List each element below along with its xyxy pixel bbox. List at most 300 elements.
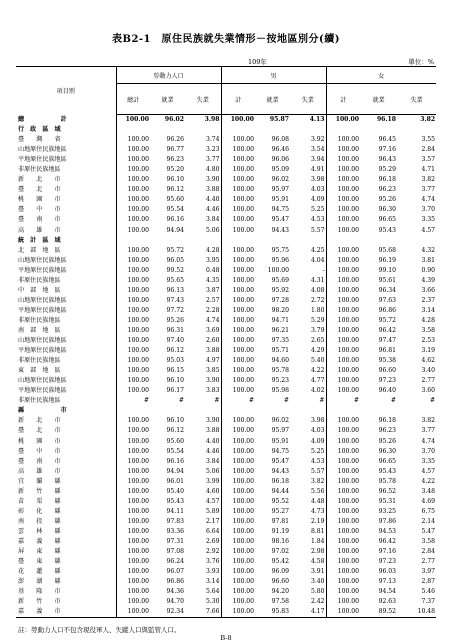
table-cell: 3.90 <box>205 377 220 385</box>
row-label: 臺 北 市 <box>18 427 61 435</box>
table-cell: 96.17 <box>166 387 184 395</box>
table-cell <box>360 125 397 135</box>
table-cell: 96.15 <box>166 367 184 375</box>
row-label: 屏 東 縣 <box>18 548 61 556</box>
table-cell: 96.81 <box>378 347 397 355</box>
footnote: 註：勞動力人口不包含現役軍人、失蹤人口與監管人口。 <box>18 626 181 634</box>
table-row <box>16 366 436 376</box>
table-cell: 4.09 <box>310 196 325 204</box>
row-label: 花 蓮 縣 <box>18 568 61 576</box>
table-cell: 100.00 <box>221 426 255 436</box>
table-cell: 4.02 <box>310 387 325 395</box>
table-cell: 100.00 <box>116 165 150 175</box>
table-cell: 96.26 <box>166 136 184 144</box>
table-cell: 100.00 <box>326 477 360 487</box>
row-label: 桃 園 市 <box>18 437 61 445</box>
table-cell: 97.35 <box>271 337 290 345</box>
table-row <box>16 527 436 537</box>
table-cell: 5.89 <box>205 507 220 515</box>
table-cell: 3.85 <box>205 367 220 375</box>
table-cell: 5.06 <box>205 226 220 234</box>
table-cell: 4.62 <box>421 357 436 365</box>
table-cell: 4.40 <box>205 196 220 204</box>
table-cell: 97.16 <box>378 548 397 556</box>
table-cell: 2.77 <box>421 377 436 385</box>
table-row <box>16 175 436 185</box>
table-cell: 94.43 <box>271 467 290 475</box>
table-cell: 4.58 <box>310 558 325 566</box>
table-cell: 100.00 <box>326 205 360 215</box>
table-cell: 100.00 <box>326 135 360 145</box>
row-label: 平地原住民族地區 <box>18 156 67 164</box>
table-cell <box>116 236 150 246</box>
table-row <box>16 215 436 225</box>
table-cell: 2.84 <box>421 548 436 556</box>
table-cell: 96.42 <box>378 537 397 545</box>
table-cell: 3.93 <box>205 568 220 576</box>
table-cell: 96.18 <box>378 176 397 184</box>
table-cell: 100.00 <box>221 366 255 376</box>
table-cell: 94.54 <box>378 588 397 596</box>
table-cell: 98.20 <box>271 306 290 314</box>
table-cell: 3.94 <box>310 156 325 164</box>
table-cell: 100.00 <box>221 316 255 326</box>
table-cell: 100.00 <box>221 135 255 145</box>
table-cell: 2.14 <box>421 517 436 525</box>
table-cell <box>185 236 221 246</box>
table-cell: 100.00 <box>221 346 255 356</box>
table-cell: 1.80 <box>310 306 325 314</box>
table-cell: 100.00 <box>116 306 150 316</box>
row-label: 非原住民族地區 <box>18 397 61 405</box>
table-cell: 4.57 <box>205 497 220 505</box>
column-header: 失業 <box>290 84 326 115</box>
table-cell: 0.48 <box>205 266 220 274</box>
row-label: 中 部 地 區 <box>18 286 61 294</box>
table-cell: 96.23 <box>378 427 397 435</box>
table-cell: 95.97 <box>271 427 290 435</box>
table-cell: 100.00 <box>326 316 360 326</box>
table-cell: 96.02 <box>271 176 290 184</box>
table-cell: 100.00 <box>326 597 360 607</box>
table-cell: 4.25 <box>310 246 325 254</box>
table-cell: 3.58 <box>421 537 436 545</box>
table-cell: 4.40 <box>205 437 220 445</box>
table-cell: 93.36 <box>166 527 184 535</box>
table-cell: 100.00 <box>326 246 360 256</box>
table-cell: 94.71 <box>271 316 290 324</box>
table-row <box>16 246 436 256</box>
column-header: 計 <box>221 84 255 115</box>
table-cell: 100.00 <box>116 316 150 326</box>
table-cell: 3.48 <box>421 487 436 495</box>
table-cell: 100.00 <box>116 195 150 205</box>
table-cell: 2.87 <box>421 578 436 586</box>
table-cell: 2.84 <box>421 146 436 154</box>
table-cell: # <box>283 397 290 405</box>
table-cell: 94.94 <box>166 226 184 234</box>
table-cell: 4.69 <box>421 497 436 505</box>
column-header: 就業 <box>150 84 185 115</box>
table-cell: 97.23 <box>378 377 397 385</box>
table-cell: 4.03 <box>310 427 325 435</box>
table-cell <box>185 125 221 135</box>
table-cell: 3.35 <box>421 216 436 224</box>
table-cell: 96.10 <box>166 417 184 425</box>
table-cell: 100.00 <box>221 547 255 557</box>
table-cell: 100.00 <box>116 386 150 396</box>
row-label: 桃 園 市 <box>18 196 61 204</box>
table-row <box>16 115 436 126</box>
table-cell <box>397 406 436 416</box>
table-cell: 95.26 <box>378 437 397 445</box>
table-cell: 97.47 <box>378 337 397 345</box>
row-label: 統 計 區 域 <box>18 236 61 244</box>
table-cell <box>360 406 397 416</box>
row-label: 苗 栗 縣 <box>18 497 61 505</box>
table-cell: 94.60 <box>271 357 290 365</box>
row-label: 縣 市 <box>18 407 67 415</box>
table-cell: 96.18 <box>378 417 397 425</box>
table-cell: 100.00 <box>326 346 360 356</box>
table-cell: 100.00 <box>326 376 360 386</box>
table-cell: 100.00 <box>221 185 255 195</box>
table-cell: 100.00 <box>116 115 150 126</box>
table-cell: 100.00 <box>221 457 255 467</box>
table-cell: 100.00 <box>221 215 255 225</box>
table-cell: 100.00 <box>221 597 255 607</box>
table-cell: 100.00 <box>221 306 255 316</box>
table-cell: 95.27 <box>271 507 290 515</box>
table-cell: 100.00 <box>116 447 150 457</box>
table-cell: 100.00 <box>326 507 360 517</box>
row-label: 宜 蘭 縣 <box>18 477 61 485</box>
row-label: 南 部 地 區 <box>18 327 61 334</box>
table-cell: 100.00 <box>116 326 150 336</box>
table-cell: 96.08 <box>271 136 290 144</box>
table-cell: 3.79 <box>310 327 325 334</box>
table-cell: 96.60 <box>271 578 290 586</box>
column-header: 失業 <box>185 84 221 115</box>
table-cell: 3.76 <box>205 558 220 566</box>
table-cell: 95.43 <box>378 467 397 475</box>
table-cell: 95.43 <box>378 226 397 234</box>
table-cell: 3.83 <box>205 387 220 395</box>
table-cell: 97.63 <box>378 296 397 304</box>
table-cell <box>116 406 150 416</box>
table-cell <box>326 125 360 135</box>
table-cell: 3.40 <box>310 578 325 586</box>
unit-label: 單位：% <box>408 58 434 66</box>
table-cell: 4.28 <box>421 316 436 324</box>
labor-force-header: 勞動力人口 <box>116 67 221 84</box>
table-cell: 96.31 <box>166 327 184 334</box>
table-cell: 97.40 <box>166 337 184 345</box>
table-cell: 100.00 <box>326 517 360 527</box>
table-cell: 8.81 <box>310 527 325 535</box>
table-cell: 3.90 <box>205 417 220 425</box>
table-cell: 96.03 <box>378 568 397 576</box>
table-cell: 100.00 <box>116 477 150 487</box>
table-cell: 100.00 <box>221 246 255 256</box>
table-cell: 4.09 <box>310 437 325 445</box>
table-cell: 3.84 <box>205 216 220 224</box>
table-cell: 100.00 <box>221 507 255 517</box>
table-row <box>16 336 436 346</box>
table-cell: 100.00 <box>326 457 360 467</box>
table-cell <box>116 125 150 135</box>
table-cell: 95.91 <box>271 196 290 204</box>
table-cell: 96.12 <box>166 186 184 194</box>
table-cell: 96.46 <box>271 146 290 154</box>
table-cell: 4.97 <box>205 357 220 365</box>
table-cell: # <box>178 397 184 405</box>
table-cell: 100.00 <box>221 537 255 547</box>
row-label: 行 政 區 域 <box>18 126 61 134</box>
row-label: 平地原住民族地區 <box>18 387 67 395</box>
table-cell: 95.72 <box>166 246 184 254</box>
table-cell: 100.00 <box>326 577 360 587</box>
table-cell: 96.06 <box>271 156 290 164</box>
table-cell: 97.08 <box>166 548 184 556</box>
table-cell: 4.74 <box>205 316 220 324</box>
table-cell <box>290 406 326 416</box>
table-cell: 4.31 <box>310 276 325 284</box>
table-cell: 100.00 <box>116 145 150 155</box>
table-cell: 94.20 <box>271 588 290 596</box>
table-cell: 100.00 <box>221 356 255 366</box>
table-row <box>16 517 436 527</box>
table-cell: 4.71 <box>421 166 436 174</box>
table-cell: 100.00 <box>221 447 255 457</box>
table-cell: 94.36 <box>166 588 184 596</box>
table-cell: 100.00 <box>326 426 360 436</box>
table-cell <box>150 406 185 416</box>
table-cell: 95.91 <box>271 437 290 445</box>
table-cell: 96.43 <box>378 156 397 164</box>
table-cell: 95.26 <box>378 196 397 204</box>
table-row <box>16 135 436 145</box>
table-cell: 4.73 <box>310 507 325 515</box>
table-cell: 3.92 <box>310 136 325 144</box>
row-label: 非原住民族地區 <box>18 166 61 174</box>
table-cell: 100.00 <box>221 175 255 185</box>
table-cell: 2.53 <box>421 337 436 345</box>
table-row <box>16 376 436 386</box>
table-cell <box>185 406 221 416</box>
table-cell: 4.13 <box>309 116 325 124</box>
table-row <box>16 396 436 406</box>
table-cell: 100.00 <box>116 517 150 527</box>
table-cell: # <box>116 396 150 406</box>
row-label: 新 北 市 <box>18 417 61 425</box>
table-cell: 100.00 <box>116 155 150 165</box>
table-cell: 4.53 <box>310 457 325 465</box>
row-label: 嘉 義 市 <box>16 607 116 618</box>
table-cell: 100.00 <box>221 155 255 165</box>
table-cell: 95.09 <box>271 166 290 174</box>
table-title: 表B2-1 原住民族就失業情形－按地區別分(續) <box>112 34 340 45</box>
table-cell: 3.82 <box>310 477 325 485</box>
table-cell: 95.54 <box>166 206 184 214</box>
table-cell: 100.00 <box>326 386 360 396</box>
table-cell: 100.00 <box>116 507 150 517</box>
table-row <box>16 296 436 306</box>
table-cell: 100.00 <box>221 145 255 155</box>
table-cell: 96.12 <box>166 427 184 435</box>
row-label: 平地原住民族地區 <box>18 266 67 274</box>
table-cell: 97.31 <box>166 537 184 545</box>
row-label: 新 竹 市 <box>18 598 61 606</box>
table-cell: 96.18 <box>271 477 290 485</box>
table-cell: 2.17 <box>205 517 220 525</box>
row-label: 東 部 地 區 <box>18 367 61 375</box>
table-cell: 100.00 <box>221 226 255 236</box>
table-cell: 100.00 <box>116 577 150 587</box>
table-row <box>16 185 436 195</box>
table-cell: 100.00 <box>116 547 150 557</box>
table-cell: 100.00 <box>116 487 150 497</box>
table-cell: 94.11 <box>166 507 184 515</box>
table-cell: 5.25 <box>310 447 325 455</box>
table-cell: 97.28 <box>271 296 290 304</box>
table-cell: 94.70 <box>166 598 184 606</box>
table-cell: 100.00 <box>326 487 360 497</box>
table-cell: 100.00 <box>326 266 360 276</box>
table-cell <box>221 236 255 246</box>
table-cell: 5.46 <box>421 588 436 596</box>
table-cell: 100.00 <box>326 276 360 286</box>
table-cell: 3.58 <box>421 327 436 334</box>
table-cell: 100.00 <box>116 607 150 618</box>
table-cell: 100.00 <box>326 155 360 165</box>
table-cell: 100.00 <box>116 336 150 346</box>
table-cell: 3.57 <box>421 156 436 164</box>
table-cell: 96.18 <box>376 116 397 124</box>
table-cell: 5.80 <box>310 588 325 596</box>
female-header: 女 <box>326 67 436 84</box>
table-cell: 95.69 <box>271 276 290 284</box>
table-cell: 3.54 <box>310 146 325 154</box>
table-cell: 3.77 <box>205 156 220 164</box>
table-row <box>16 426 436 436</box>
table-cell: 5.25 <box>310 206 325 214</box>
page-number: B-8 <box>220 634 232 642</box>
row-label: 基 隆 市 <box>18 588 61 596</box>
table-row <box>16 507 436 517</box>
table-cell <box>150 236 185 246</box>
table-cell: 3.81 <box>421 256 436 264</box>
table-cell: 5.29 <box>310 316 325 324</box>
table-cell: 96.24 <box>166 558 184 566</box>
table-cell: 100.00 <box>326 366 360 376</box>
table-row <box>16 316 436 326</box>
table-cell: 94.75 <box>271 206 290 214</box>
table-cell: 2.60 <box>205 337 220 345</box>
table-cell: 2.92 <box>205 548 220 556</box>
table-cell: 4.22 <box>310 367 325 375</box>
male-header: 男 <box>221 67 326 84</box>
table-cell: 96.60 <box>378 367 397 375</box>
table-cell: 97.13 <box>378 578 397 586</box>
table-cell: 96.30 <box>378 447 397 455</box>
table-cell <box>255 236 290 246</box>
table-cell: 4.03 <box>310 186 325 194</box>
table-cell: 2.42 <box>310 598 325 606</box>
table-cell: 4.39 <box>421 276 436 284</box>
table-cell: 95.96 <box>271 256 290 264</box>
table-cell: 95.42 <box>271 558 290 566</box>
table-row <box>16 155 436 165</box>
table-cell: 92.63 <box>378 598 397 606</box>
table-cell: 96.07 <box>166 568 184 576</box>
table-row <box>16 577 436 587</box>
table-cell: 95.47 <box>271 216 290 224</box>
table-cell: 100.00 <box>326 336 360 346</box>
table-cell: 100.00 <box>221 497 255 507</box>
table-cell: 0.90 <box>421 266 436 274</box>
table-cell: 100.00 <box>326 306 360 316</box>
table-cell: 100.00 <box>116 296 150 306</box>
table-cell: 99.52 <box>166 266 184 274</box>
table-cell: 100.00 <box>116 426 150 436</box>
table-cell: 100.00 <box>116 276 150 286</box>
table-cell: 100.00 <box>116 346 150 356</box>
table-cell: 100.00 <box>116 226 150 236</box>
table-cell: 4.74 <box>421 196 436 204</box>
table-cell <box>255 406 290 416</box>
row-label: 非原住民族地區 <box>18 276 61 284</box>
table-cell: 6.64 <box>205 527 220 535</box>
table-row <box>16 447 436 457</box>
table-cell: 5.30 <box>205 598 220 606</box>
row-label: 新 竹 縣 <box>18 487 61 495</box>
table-cell: 96.16 <box>166 457 184 465</box>
table-row <box>16 346 436 356</box>
table-cell: 100.00 <box>116 416 150 426</box>
table-cell <box>150 125 185 135</box>
row-label: 新 北 市 <box>18 176 61 184</box>
table-cell: 96.16 <box>166 216 184 224</box>
table-cell: 95.29 <box>378 166 397 174</box>
table-cell: 3.82 <box>421 417 436 425</box>
table-cell: 6.75 <box>421 507 436 515</box>
table-cell: 100.00 <box>326 226 360 236</box>
table-cell: 96.10 <box>166 176 184 184</box>
table-cell: 3.23 <box>205 146 220 154</box>
data-table <box>16 66 436 618</box>
table-cell: 5.57 <box>310 226 325 234</box>
table-cell: 100.00 <box>116 537 150 547</box>
table-cell: 3.90 <box>205 176 220 184</box>
table-cell: 100.00 <box>116 497 150 507</box>
table-cell: 2.37 <box>421 296 436 304</box>
table-cell: 96.10 <box>166 377 184 385</box>
table-cell: 100.00 <box>326 607 360 618</box>
table-cell: 100.00 <box>326 195 360 205</box>
table-cell: 100.00 <box>221 326 255 336</box>
table-cell: 97.16 <box>378 146 397 154</box>
table-row <box>16 256 436 266</box>
table-cell: 100.00 <box>221 256 255 266</box>
table-cell: 93.25 <box>378 507 397 515</box>
table-cell: 97.81 <box>271 517 290 525</box>
table-cell: 3.40 <box>421 367 436 375</box>
table-cell: 10.48 <box>397 607 436 618</box>
table-cell <box>221 406 255 416</box>
table-cell: 100.00 <box>221 266 255 276</box>
table-cell: 2.28 <box>205 306 220 314</box>
